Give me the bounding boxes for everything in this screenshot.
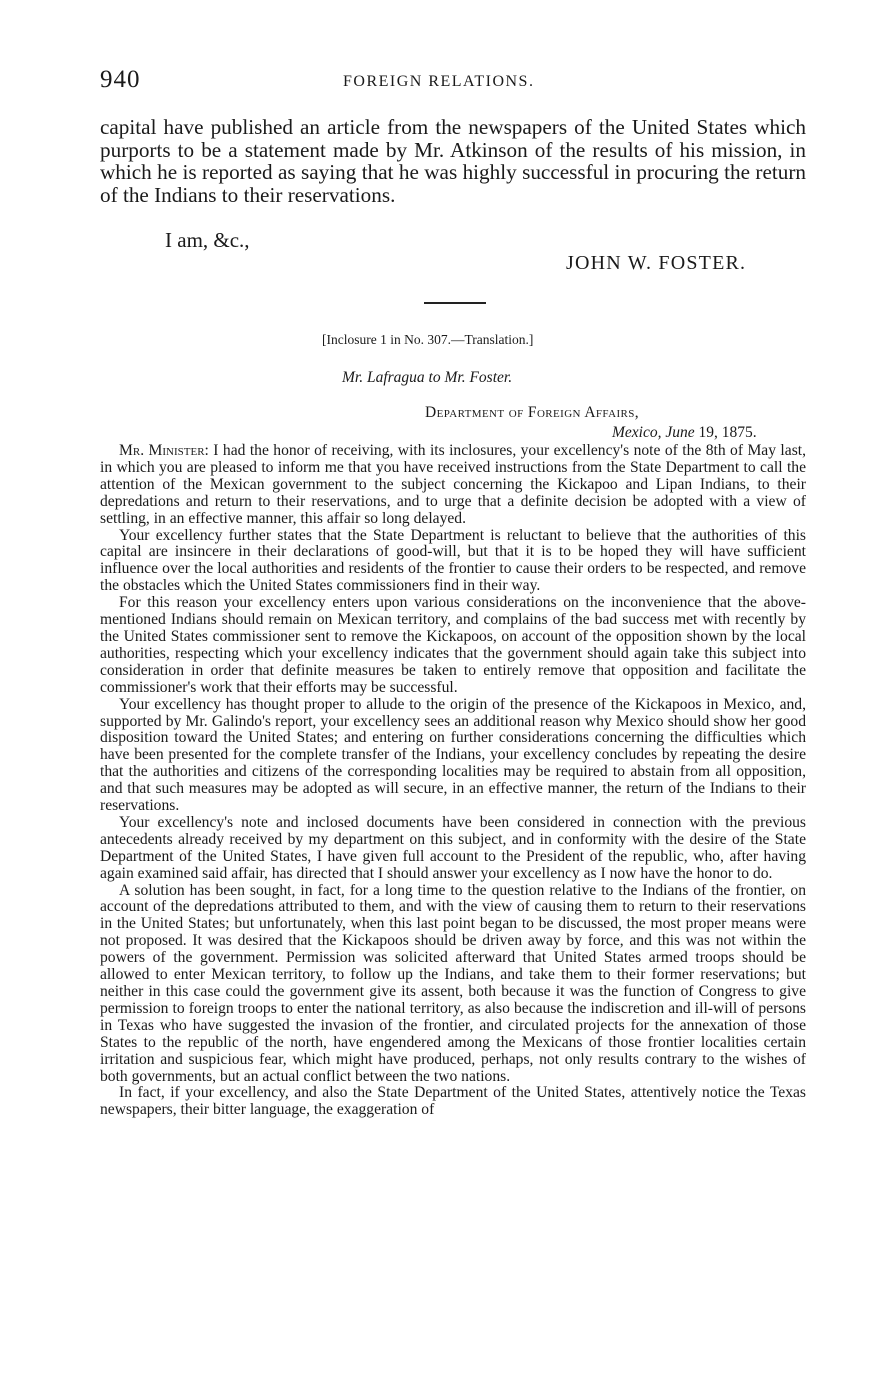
paragraph: In fact, if your excellency, and also the State Department of the United States, attentively notice the Texas newspapers, their bitter language, the exaggeration of [100,1084,806,1119]
page-number: 940 [100,66,141,93]
page-header [100,66,806,96]
paragraph: For this reason your excellency enters upon various considerations on the inconvenience that the above-mentioned Indians should remain on Mexican territory, and complains of the bad success met with recently by the United States commissioner sent to remove the Kickapoos, on account of the opposition shown by the local authorities, respecting which your excellency indicates that the government should again take this subject into consideration in order that definite measures be taken to entirely remove that opposition and facilitate the commissioner's work that their efforts may be successful. [100,594,806,696]
paragraph: Your excellency further states that the State Department is reluctant to believe that the authorities of this capital are insincere in their declarations of good-will, but that it is to be hoped they will have sufficient influence over the local authorities and residents of the frontier to cause their orders to be respected, and remove the obstacles which the United States commissioners find in their way. [100,526,806,595]
department-line: Department of Foreign Affairs, [425,404,640,421]
correspondents-line: Mr. Lafragua to Mr. Foster. [342,369,513,386]
paragraph-text: : I had the honor of receiving, with its inclosures, your excellency's note of the 8th of May last, in which you are pleased to inform me that you have received instructions from the State Department to call the attention of the Mexican government to the subject concerning the Kickapoo and Lipan Indians, to their depredations and return to their reservations, and to urge that a definite decision be adopted with a view of settling, in an effective manner, this affair so long delayed. [100,442,806,527]
letter-signature: JOHN W. FOSTER. [566,252,747,274]
letter-body [100,443,806,1119]
date-text: 19, 1875. [694,424,757,441]
paragraph: Your excellency has thought proper to allude to the origin of the presence of the Kickapoos in Mexico, and, supported by Mr. Galindo's report, your excellency sees an additional reason why Mexico should show her good disposition toward the United States; and entering on further considerations concerning the difficulties which have been presented for the complete transfer of the Indians, your excellency concludes by repeating the desire that the authorities and citizens of the corresponding localities may be required to abstain from all opposition, and that such measures may be adopted as will secure, in an effective manner, the return of the Indians to their reservations. [100,695,806,815]
letter-closing-paragraph [100,116,806,206]
inclosure-heading: [Inclosure 1 in No. 307.—Translation.] [322,332,534,347]
salutation: Mr. Minister [119,442,205,459]
running-title: FOREIGN RELATIONS. [343,73,535,90]
letter-closing-phrase: I am, &c., [165,228,250,252]
paragraph [100,443,806,528]
place-text: Mexico, June [612,424,695,441]
section-divider [424,302,486,304]
place-date-line [612,424,757,442]
paragraph: capital have published an article from the newspapers of the United States which purports to be a statement made by Mr. Atkinson of the results of his mission, in which he is reported as saying that he was highly successful in procuring the return of the Indians to their reservations. [100,115,806,207]
paragraph: A solution has been sought, in fact, for a long time to the question relative to the Indians of the frontier, on account of the depredations attributed to them, and with the view of causing them to return to their reservations in the United States; but unfortunately, when this last point began to be discussed, the most proper means were not proposed. It was desired that the Kickapoos should be driven away by force, and this was not within the powers of the government. Permission was solicited afterward that United States armed troops should be allowed to enter Mexican territory, to follow up the Indians, and take them to their former reservations; but neither in this case could the government give its assent, both because it was the function of Congress to give permission to foreign troops to enter the national territory, as also because the indiscretion and ill-will of persons in Texas who have suggested the invasion of the frontier, and circulated projects for the annexation of those States to the republic of the north, have engendered among the Mexicans of those frontier localities certain irritation and suspicious fear, which might have produced, perhaps, not only results contrary to the wishes of both governments, but an actual conflict between the two nations. [100,881,806,1085]
paragraph: Your excellency's note and inclosed documents have been considered in connection with the previous antecedents already received by my department on this subject, and in conformity with the desire of the State Department of the United States, I have given full account to the President of the republic, who, after having again examined said affair, has directed that I should answer your excellency as I now have the honor to do. [100,813,806,882]
